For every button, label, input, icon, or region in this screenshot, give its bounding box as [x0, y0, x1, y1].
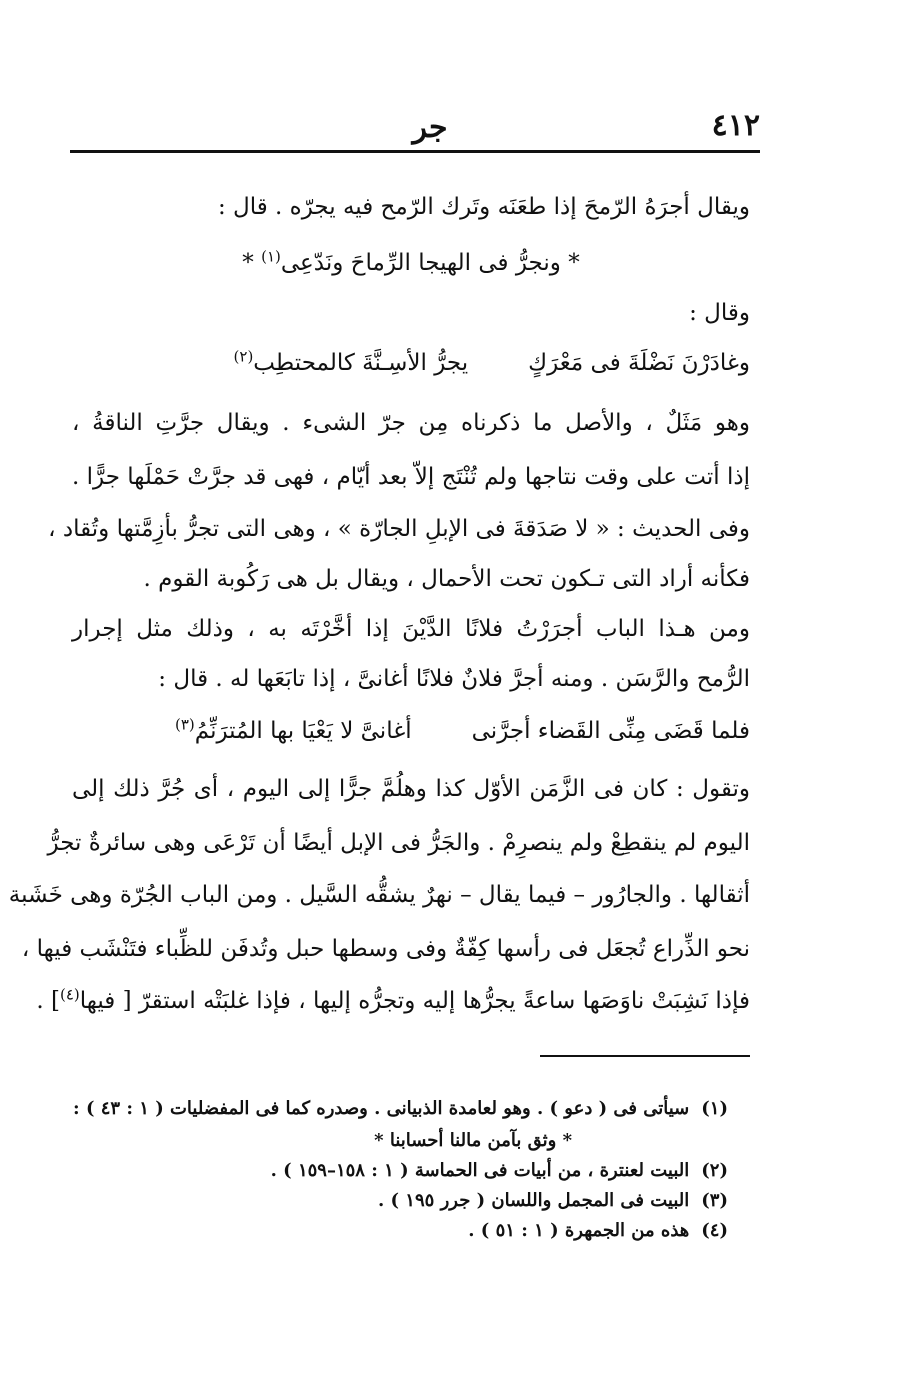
body-line: وتقول : كان فى الزَّمَن الأوّل كذا وهلُمَّ جرًّا إلى اليوم ، أى جُرَّ ذلك إلى [72, 776, 750, 802]
page-number: ٤١٢ [711, 108, 760, 143]
footnote-ref-3: (٣) [174, 715, 195, 734]
verse-1-star: * [242, 250, 254, 276]
footnote-text: البيت لعنترة ، من أبيات فى الحماسة ( ١ : ١٥٨–١٥٩ ) . [270, 1160, 690, 1181]
footnote-text: سيأتى فى ( دعو ) . وهو لعامدة الذبيانى . وصدره كما فى المفضليات ( ١ : ٤٣ ) : [73, 1098, 690, 1119]
verse-2-hemistich-2: يجرُّ الأسِـنَّةَ كالمحتطِب$^{(٢)}$ [233, 347, 469, 376]
footnote-rule [540, 1055, 750, 1057]
body-line: وهو مَثَلٌ ، والأصل ما ذكرناه مِن جرّ الشىء . ويقال جرَّتِ الناقةُ ، [72, 410, 750, 436]
footnote-text: البيت فى المجمل واللسان ( جرر ١٩٥ ) . [377, 1190, 690, 1211]
footnote-2 [271, 1160, 728, 1181]
footnote-text: * وثق بآمن مالنا أحسابنا * [374, 1130, 572, 1151]
footnote-mark: (١) [701, 1098, 728, 1119]
body-line: نحو الذِّراع تُجعَل فى رأسها كِفّةٌ وفى وسطها حبل وتُدفَن للظِّباء فتَنْشَب فيها ، [21, 936, 750, 962]
footnote-4 [468, 1220, 728, 1241]
footnote-1-verse [374, 1130, 572, 1151]
body-line: ويقال أجرَهُ الرّمحَ إذا طعَنَه وتَرك الرّمح فيه يجرّه . قال : [217, 194, 750, 220]
body-line: الرُّمح والرَّسَن . ومنه أجرَّ فلانٌ فلانًا أغانىَّ ، إذا تابَعَها له . قال : [158, 666, 750, 692]
verse-2-hemistich-1: وغادَرْنَ نَضْلَةَ فى مَعْرَكٍ [528, 350, 750, 376]
running-header-title: جر [412, 110, 448, 145]
body-line: وقال : [689, 300, 750, 326]
body-line: ومن هـذا الباب أجرَرْتُ فلانًا الدَّيْنَ إذا أخَّرْتَه به ، وذلك مثل إجرار [72, 616, 750, 642]
footnote-text: هذه من الجمهرة ( ١ : ٥١ ) . [468, 1220, 690, 1241]
header-rule [70, 150, 760, 153]
body-line: فكأنه أراد التى تـكون تحت الأحمال ، ويقال بل هى رَكُوبة القوم . [143, 566, 750, 592]
footnote-ref-2: (٢) [233, 347, 254, 366]
footnote-mark: (٣) [701, 1190, 728, 1211]
body-line: اليوم لم ينقطِعْ ولم ينصرِمْ . والجَرُّ فى الإبل أيضًا أن تَرْعَى وهى سائرةٌ تجرُّ [47, 830, 750, 856]
footnote-1 [73, 1098, 728, 1119]
body-line: وفى الحديث : « لا صَدَقةَ فى الإبلِ الجارّة » ، وهى التى تجرُّ بأزِمَّتها وتُقاد ، [48, 516, 750, 542]
body-line: فإذا نَشِبَتْ ناوَصَها ساعةً يجرُّها إليه وتجرُّه إليها ، فإذا غلبَتْه استقرّ [ فيها$^{(٤)}$] . [36, 985, 750, 1014]
verse-1-text: * ونجرُّ فى الهيجا الرِّماحَ ونَدّعِى [280, 250, 580, 276]
body-line: أثقالها . والجارُور – فيما يقال – نهرٌ يشقُّه السَّيل . ومن الباب الجُرّة وهى خَشَبة [8, 882, 750, 908]
verse-3-hemistich-2: أغانىَّ لا يَعْيَا بها المُترَنِّمُ$^{(٣)}$ [174, 715, 412, 744]
footnote-ref-4: (٤) [59, 985, 80, 1004]
footnote-mark: (٤) [701, 1220, 728, 1241]
verse-1 [72, 247, 750, 276]
verse-3-hemistich-1: فلما قَضَى مِنِّى القَضاء أجرَّنى [471, 718, 750, 744]
verse-3 [174, 715, 750, 744]
verse-2 [233, 347, 750, 376]
body-line: إذا أتت على وقت نتاجها ولم تُنْتَج إلاّ بعد أيّام ، فهى قد جرَّتْ حَمْلَها جرًّا . [72, 464, 750, 490]
footnote-ref-1: (١) [261, 247, 281, 266]
footnote-3 [378, 1190, 728, 1211]
footnote-mark: (٢) [701, 1160, 728, 1181]
